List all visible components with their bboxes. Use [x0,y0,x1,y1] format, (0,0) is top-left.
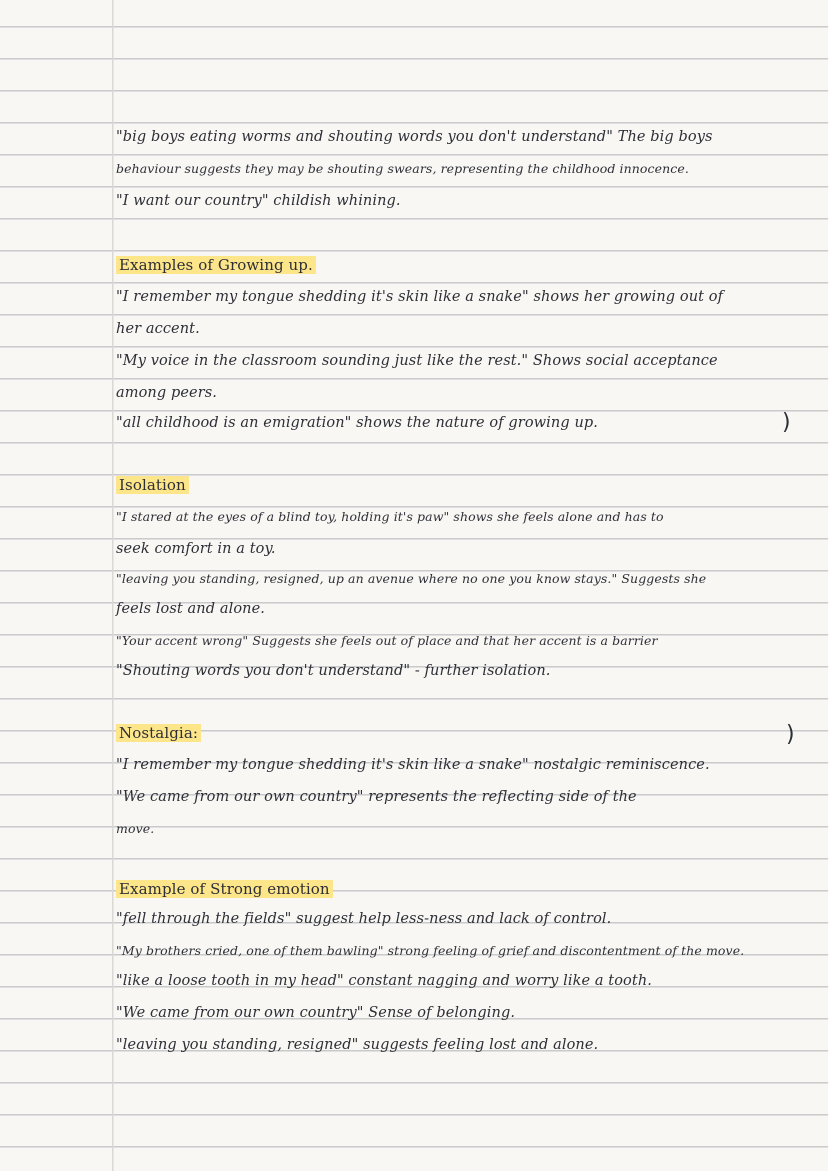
note-line: "leaving you standing, resigned" suggests feeling lost and alone. [116,1037,599,1053]
heading-highlight: Nostalgia: [116,724,201,742]
note-line: "I remember my tongue shedding it's skin like a snake" shows her growing out of [116,289,724,305]
section-heading [116,256,316,274]
heading-highlight: Examples of Growing up. [116,256,316,274]
note-line: her accent. [116,321,200,337]
note-line: "My voice in the classroom sounding just like the rest." Shows social acceptance [116,353,718,369]
note-line: behaviour suggests they may be shouting swears, representing the childhood innocence. [116,161,689,176]
note-line: "leaving you standing, resigned, up an avenue where no one you know stays." Suggests she [116,571,707,586]
section-heading [116,476,189,494]
note-line: "Shouting words you don't understand" - further isolation. [116,663,551,679]
note-line: "Your accent wrong" Suggests she feels out of place and that her accent is a barrier [116,633,658,648]
note-line: "big boys eating worms and shouting words you don't understand" The big boys [116,129,713,145]
bracket-mark-icon: ) [782,410,791,435]
note-line: seek comfort in a toy. [116,541,276,557]
heading-highlight: Example of Strong emotion [116,880,333,898]
heading-highlight: Isolation [116,476,189,494]
bracket-mark-icon: ) [786,722,795,747]
note-line: "like a loose tooth in my head" constant nagging and worry like a tooth. [116,973,652,989]
note-line: "We came from our own country" represents the reflecting side of the [116,789,637,805]
note-line: "fell through the fields" suggest help less-ness and lack of control. [116,911,612,927]
note-line: move. [116,821,155,836]
note-line: among peers. [116,385,217,401]
note-line: "I want our country" childish whining. [116,193,401,209]
note-line: feels lost and alone. [116,601,265,617]
section-heading [116,724,201,742]
note-line: "all childhood is an emigration" shows the nature of growing up. [116,415,598,431]
note-line: "I stared at the eyes of a blind toy, holding it's paw" shows she feels alone and has to [116,509,664,524]
note-line: "We came from our own country" Sense of belonging. [116,1005,516,1021]
section-heading [116,880,333,898]
note-line: "My brothers cried, one of them bawling" strong feeling of grief and discontentment of the move. [116,943,745,958]
note-line: "I remember my tongue shedding it's skin like a snake" nostalgic reminiscence. [116,757,710,773]
